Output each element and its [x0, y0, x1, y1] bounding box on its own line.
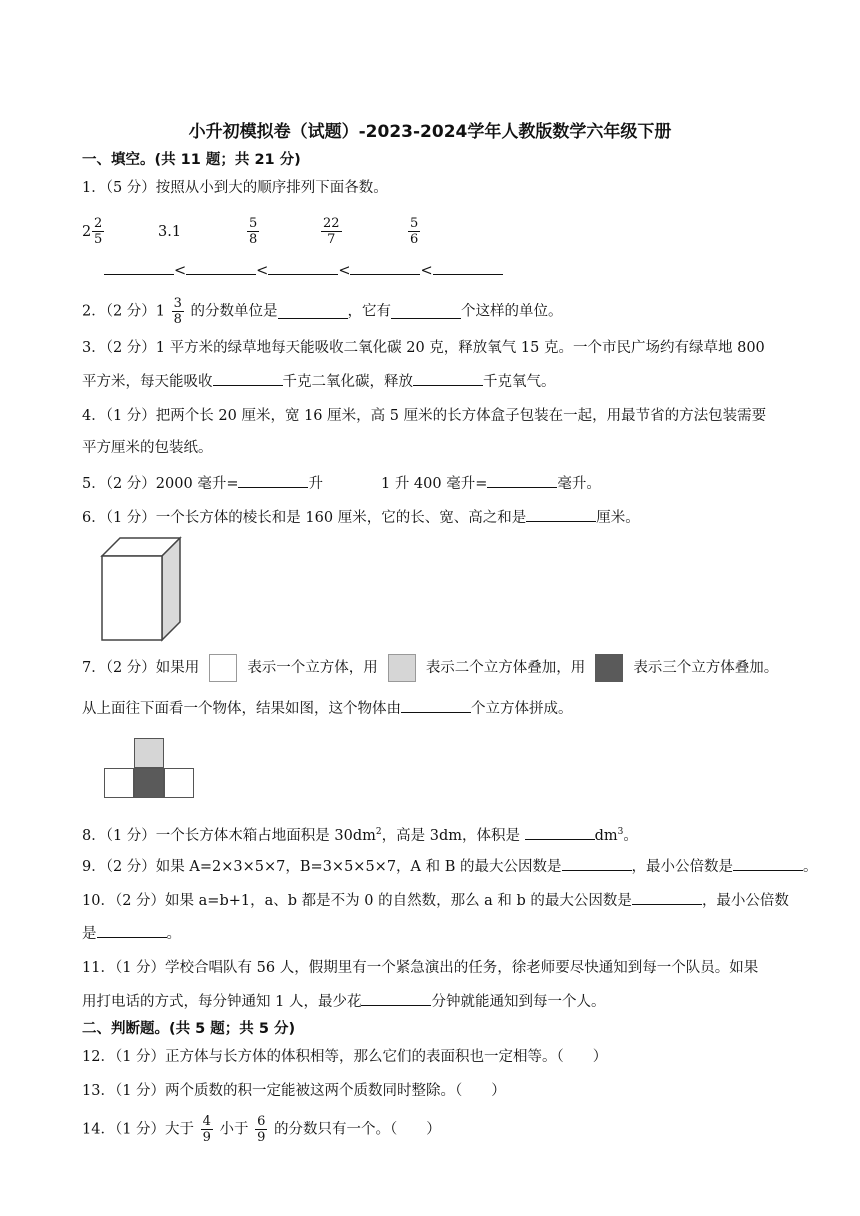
top-view-square-dark — [134, 768, 164, 798]
fraction-3-8: $\frac{3}{8}$ — [173, 296, 182, 327]
question-10-line-2: 是 。 — [82, 923, 181, 944]
answer-blank[interactable] — [238, 473, 308, 488]
question-1-answer-line: < < < < — [104, 260, 503, 281]
answer-blank[interactable] — [361, 991, 431, 1006]
question-3-line-1: 3．（2 分）1 平方米的绿草地每天能吸收二氧化碳 20 克，释放氧气 15 克。一个市民广场约有绿草地 800 — [82, 340, 765, 356]
question-13: 13．（1 分）两个质数的积一定能被这两个质数同时整除。（ ） — [82, 1083, 506, 1099]
answer-blank[interactable] — [487, 473, 557, 488]
legend-one-cube-square — [209, 654, 237, 682]
question-6: 6．（1 分）一个长方体的棱长和是 160 厘米，它的长、宽、高之和是 厘米。 — [82, 507, 640, 528]
mixed-number-whole: 2 — [82, 224, 92, 240]
question-14: 14．（1 分）大于 $\frac{4}{9}$ 小于 $\frac{6}{9}$ 的分数只有一个。（ ） — [82, 1114, 441, 1145]
section-heading-fill-in: 一、填空。(共 11 题；共 21 分) — [82, 152, 301, 168]
question-11-line-1: 11．（1 分）学校合唱队有 56 人，假期里有一个紧急演出的任务，徐老师要尽快通知到每一个队员。如果 — [82, 960, 759, 976]
answer-blank[interactable] — [433, 260, 503, 275]
question-1-text: 1．（5 分）按照从小到大的顺序排列下面各数。 — [82, 180, 388, 196]
question-12: 12．（1 分）正方体与长方体的体积相等，那么它们的表面积也一定相等。（ ） — [82, 1049, 608, 1065]
question-4-line-1: 4．（1 分）把两个长 20 厘米，宽 16 厘米，高 5 厘米的长方体盒子包装在一起，用最节省的方法包装需要 — [82, 408, 767, 424]
question-4-line-2: 平方厘米的包装纸。 — [82, 440, 213, 456]
page-title: 小升初模拟卷（试题）-2023-2024学年人教版数学六年级下册 — [188, 122, 672, 142]
fraction-22-7: $\frac{22}{7}$ — [323, 216, 340, 247]
top-view-square-light-gray — [134, 738, 164, 768]
top-view-figure — [104, 738, 194, 800]
answer-blank[interactable] — [350, 260, 420, 275]
question-10-line-1: 10．（2 分）如果 a=b+1，a、b 都是不为 0 的自然数，那么 a 和 b 的最大公因数是 ，最小公倍数 — [82, 890, 789, 911]
question-9: 9．（2 分）如果 A=2×3×5×7，B=3×5×5×7，A 和 B 的最大公因数是 ，最小公倍数是 。 — [82, 856, 818, 877]
section-heading-true-false: 二、判断题。(共 5 题；共 5 分) — [82, 1021, 296, 1037]
cuboid-front-face — [102, 556, 162, 640]
decimal-number: 3.1 — [158, 224, 182, 240]
fraction-2-5: $\frac{2}{5}$ — [94, 216, 103, 247]
answer-blank[interactable] — [413, 371, 483, 386]
cuboid-figure — [98, 534, 184, 644]
top-view-square-white-left — [104, 768, 134, 798]
answer-blank[interactable] — [268, 260, 338, 275]
answer-blank[interactable] — [186, 260, 256, 275]
top-view-square-white-right — [164, 768, 194, 798]
answer-blank[interactable] — [733, 856, 803, 871]
answer-blank[interactable] — [632, 890, 702, 905]
question-5: 5．（2 分）2000 毫升= 升 1 升 400 毫升= 毫升。 — [82, 473, 601, 494]
fraction-5-6: $\frac{5}{6}$ — [410, 216, 419, 247]
question-2: 2．（2 分）1 $\frac{3}{8}$ 的分数单位是 ，它有 个这样的单位。 — [82, 296, 563, 327]
answer-blank[interactable] — [104, 260, 174, 275]
question-8: 8．（1 分）一个长方体木箱占地面积是 $30dm^2$，高是 3dm，体积是 $dm^3$。 — [82, 822, 638, 846]
answer-blank[interactable] — [562, 856, 632, 871]
answer-blank[interactable] — [391, 304, 461, 319]
answer-blank[interactable] — [278, 304, 348, 319]
answer-blank[interactable] — [525, 825, 595, 840]
question-3-line-2: 平方米，每天能吸收 千克二氧化碳，释放 千克氧气。 — [82, 371, 556, 392]
question-7-line-2: 从上面往下面看一个物体，结果如图，这个物体由 个立方体拼成。 — [82, 698, 573, 719]
answer-blank[interactable] — [213, 371, 283, 386]
cuboid-side-face — [162, 538, 180, 640]
question-7-line-1: 7．（2 分）如果用 表示一个立方体，用 表示二个立方体叠加，用 表示三个立方体叠加。 — [82, 654, 778, 684]
answer-blank[interactable] — [526, 507, 596, 522]
question-11-line-2: 用打电话的方式，每分钟通知 1 人，最少花 分钟就能通知到每一个人。 — [82, 991, 605, 1012]
fraction-6-9: $\frac{6}{9}$ — [257, 1114, 266, 1145]
legend-three-cubes-square — [595, 654, 623, 682]
answer-blank[interactable] — [401, 698, 471, 713]
fraction-5-8: $\frac{5}{8}$ — [249, 216, 258, 247]
fraction-4-9: $\frac{4}{9}$ — [202, 1114, 211, 1145]
answer-blank[interactable] — [97, 923, 167, 938]
legend-two-cubes-square — [388, 654, 416, 682]
